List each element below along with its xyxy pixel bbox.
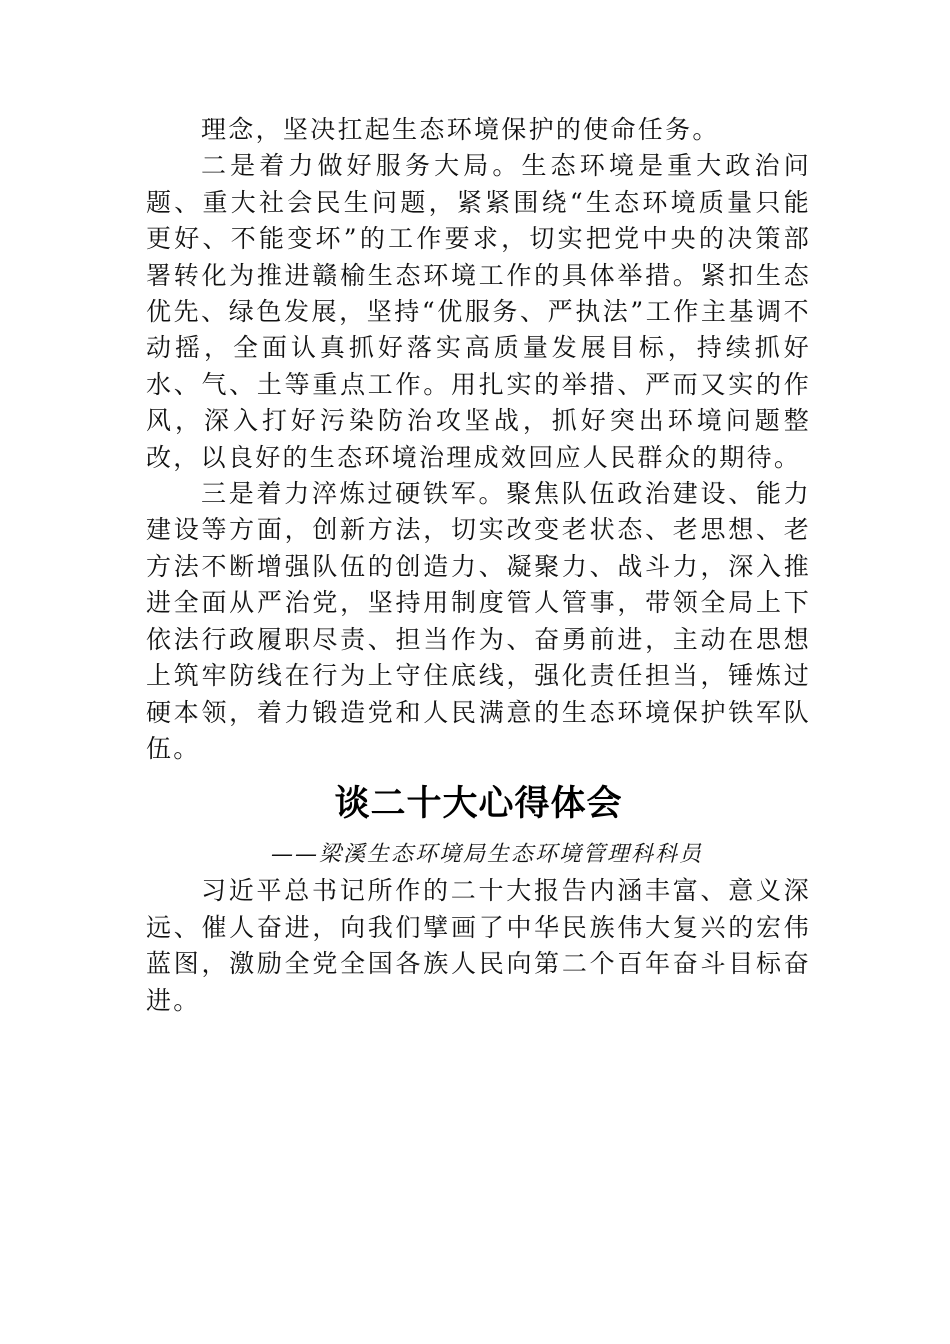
document-body — [146, 112, 811, 1019]
paragraph-4: 习近平总书记所作的二十大报告内涵丰富、意义深远、催人奋进，向我们擘画了中华民族伟大复兴的宏伟蓝图，激励全党全国各族人民向第二个百年奋斗目标奋进。 — [146, 876, 811, 1015]
article-title: 谈二十大心得体会 — [334, 783, 623, 825]
paragraph-1: 理念，坚决扛起生态环境保护的使命任务。 — [201, 115, 720, 144]
paragraph-3: 三是着力淬炼过硬铁军。聚焦队伍政治建设、能力建设等方面，创新方法，切实改变老状态、老思想、老方法不断增强队伍的创造力、凝聚力、战斗力，深入推进全面从严治党，坚持用制度管人管事，带领全局上下依法行政履职尽责、担当作为、奋勇前进，主动在思想上筑牢防线在行为上守住底线，强化责任担当，锤炼过硬本领，着力锻造党和人民满意的生态环境保护铁军队伍。 — [146, 479, 811, 763]
paragraph-2: 二是着力做好服务大局。生态环境是重大政治问题、重大社会民生问题，紧紧围绕“生态环境质量只能更好、不能变坏”的工作要求，切实把党中央的决策部署转化为推进赣榆生态环境工作的具体举措。紧扣生态优先、绿色发展，坚持“优服务、严执法”工作主基调不动摇，全面认真抓好落实高质量发展目标，持续抓好水、气、土等重点工作。用扎实的举措、严而又实的作风，深入打好污染防治攻坚战，抓好突出环境问题整改，以良好的生态环境治理成效回应人民群众的期待。 — [146, 151, 811, 472]
article-subtitle: ——梁溪生态环境局生态环境管理科科员 — [270, 842, 703, 868]
